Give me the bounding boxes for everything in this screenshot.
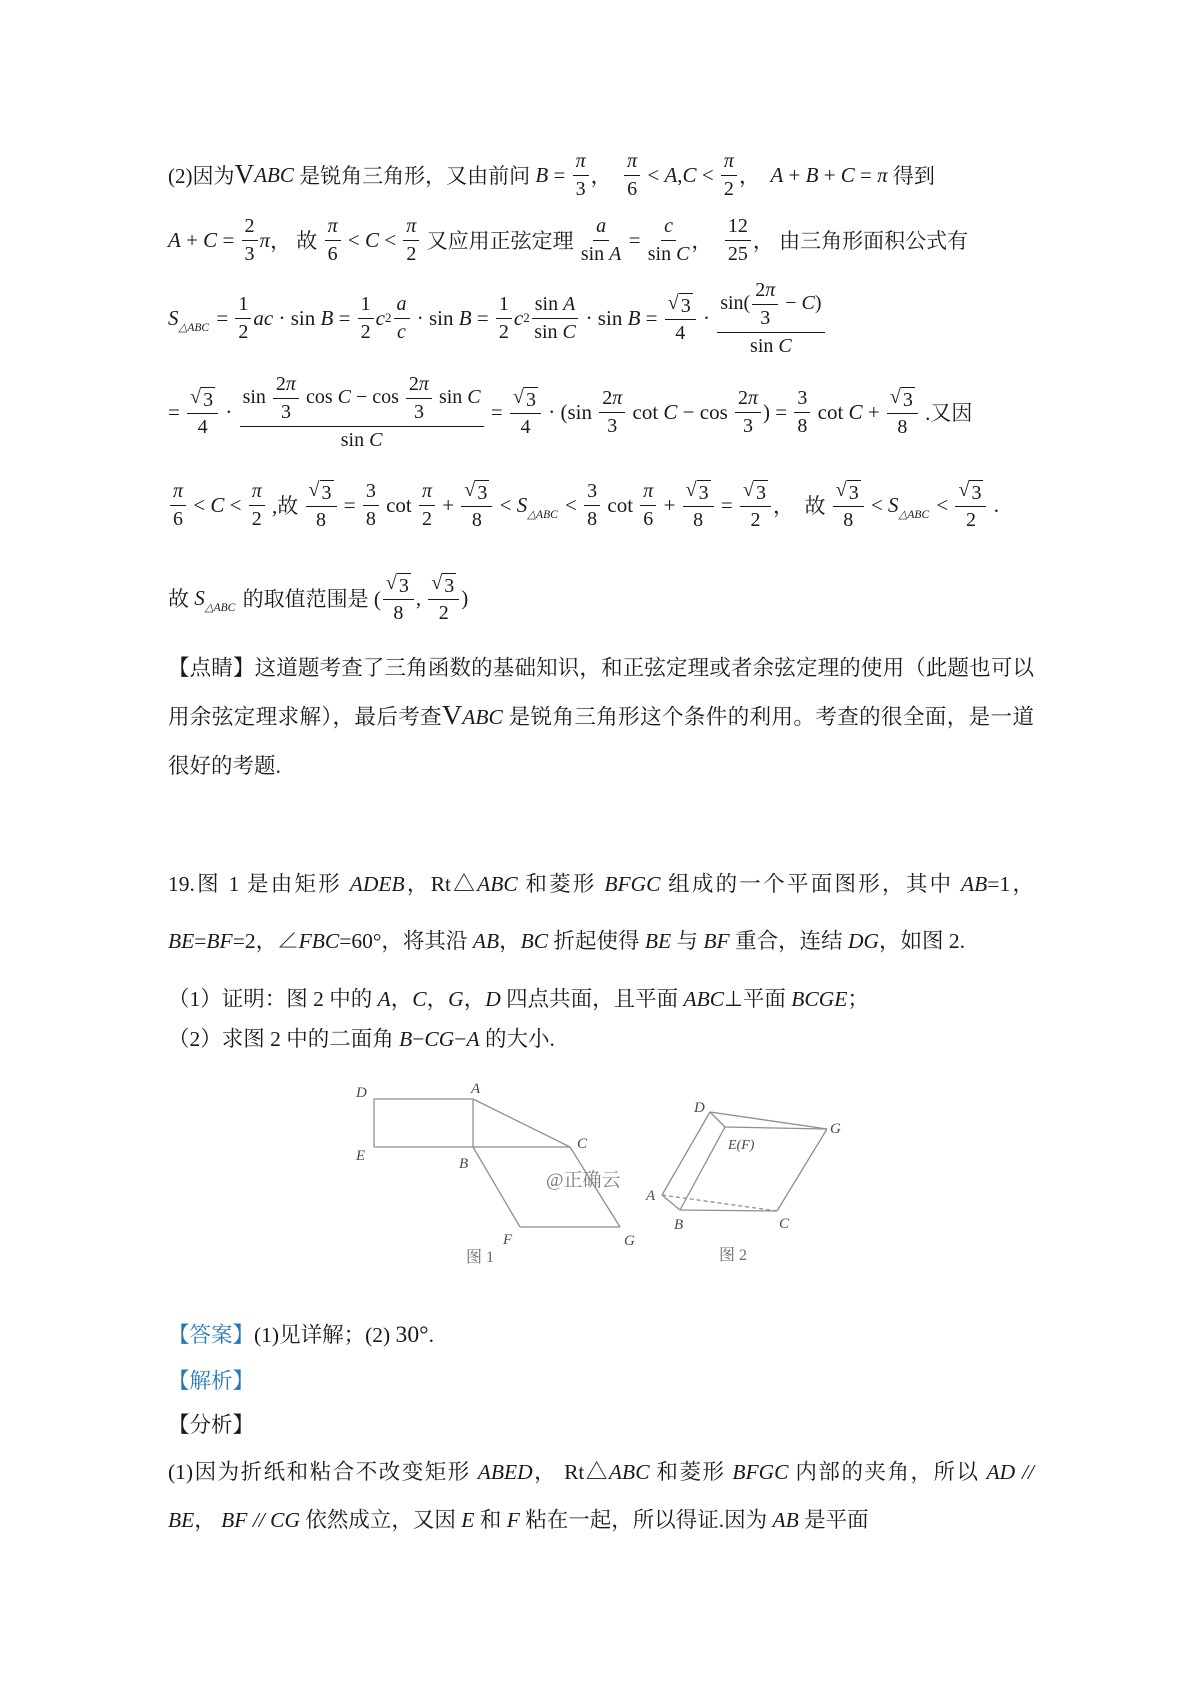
- fig1-label-E: E: [356, 1148, 366, 1164]
- question-19-item-2: （2）求图 2 中的二面角 B−CG−A 的大小.: [168, 1027, 555, 1051]
- fig2-label-C: C: [779, 1216, 790, 1232]
- dianjing-paragraph: 【点睛】这道题考查了三角函数的基础知识，和正弦定理或者余弦定理的使用（此题也可以用余弦定理求解），最后考查VABC 是锐角三角形这个条件的利用。考查的很全面，是一道很好的考题.: [168, 656, 1034, 778]
- watermark: @正确云: [546, 1170, 621, 1191]
- analysis-paragraph: (1)因为折纸和粘合不改变矩形 ABED， Rt△ABC 和菱形 BFGC 内部的夹角，所以 AD // BE， BF // CG 依然成立，又因 E 和 F 粘在一起，所以得证.因为 AB 是平面: [168, 1460, 1034, 1532]
- question-19-item-1: （1）证明：图 2 中的 A，C，G，D 四点共面，且平面 ABC⊥平面 BCGE；: [168, 987, 869, 1011]
- fig1-label-A: A: [471, 1081, 481, 1097]
- question-19-stem: 19.图 1 是由矩形 ADEB，Rt△ABC 和菱形 BFGC 组成的一个平面图形，其中 AB=1， BE=BF=2，∠FBC=60°，将其沿 AB，BC 折起使得 BE 与 BF 重合，连结 DG，如图 2.: [168, 872, 1034, 953]
- answer-label: 【答案】: [168, 1323, 255, 1347]
- answer-line: [168, 1318, 434, 1349]
- fig2-label-G: G: [830, 1121, 841, 1137]
- jiexi-label: 【解析】: [168, 1369, 255, 1393]
- formula-line-1: (2)因为 V ABC 是锐角三角形，又由前问 B = $\frac{\pi}{3}$ ， $\frac{\pi}{6}$ < A , C < $\frac{\pi}{2}$ ， A + B + C = π 得到: [168, 149, 935, 200]
- fig2-label-B: B: [674, 1217, 684, 1233]
- formula-line-5: $\frac{\pi}{6}$ < C < $\frac{\pi}{2}$ ,故 √ 3 8 = $\frac{3}{8}$ cot $\frac{\pi}{2}$ + √ 3 8 < $S_{\triangle ABC}$ < $\frac{3}{8}$ cot $\frac{\pi}{6}$ + √ 3 8 = √ 3 2 ， 故 √ 3 8 < $S_{\triangle ABC}$ < √ 3 2 .: [168, 458, 999, 552]
- fig2-label-A: A: [646, 1188, 656, 1204]
- answer-body: (1)见详解；(2) 30°.: [254, 1322, 435, 1348]
- figure-1: [355, 1081, 635, 1266]
- fig1-label-F: F: [503, 1232, 513, 1248]
- fig1-label-B: B: [459, 1156, 469, 1172]
- formula-line-4: = √ 3 4 · sin $\frac{2\pi}{3}$ cos C − cos $\frac{2\pi}{3}$ sin C sin C = √ 3 4 · (sin $\frac{2\pi}{3}$ cot C − cos $\frac{2\pi}{3}$ ) = $\frac{3}{8}$ cot C + √ 3 8 .又因: [168, 372, 973, 451]
- formula-line-3: $S_{\triangle ABC}$ = $\frac{1}{2}$ ac · sin B = $\frac{1}{2}$ c 2 $\frac{a}{c}$ · sin B = $\frac{1}{2}$ c 2 $\frac{\text{sin A}}{\text{sin C}}$ · sin B = √ 3 4 · sin( $\frac{2\pi}{3}$ − C) sin C: [168, 268, 827, 368]
- fenxi-label: 【分析】: [168, 1413, 255, 1437]
- fig1-caption: 图 1: [466, 1249, 495, 1266]
- fig2-label-EF: E(F): [728, 1138, 755, 1153]
- geometry-figures: [330, 1080, 845, 1266]
- fig1-label-D: D: [356, 1085, 367, 1101]
- figure-2: [645, 1100, 841, 1264]
- formula-line-2: A + C = $\frac{2}{3}$ π ， 故 $\frac{\pi}{6}$ < C < $\frac{\pi}{2}$ 又应用正弦定理 $\frac{a}{\text{sin A}}$ = $\frac{c}{\text{sin C}}$ ， $\frac{12}{25}$ ， 由三角形面积公式有: [168, 214, 969, 265]
- fig2-caption: 图 2: [719, 1247, 748, 1264]
- formula-line-6: 故 $S_{\triangle ABC}$ 的取值范围是 ( √ 3 8 , √ 3 2 ): [168, 571, 469, 624]
- fig1-label-G: G: [624, 1233, 635, 1249]
- fig2-label-D: D: [694, 1100, 705, 1116]
- fig1-label-C: C: [577, 1136, 588, 1152]
